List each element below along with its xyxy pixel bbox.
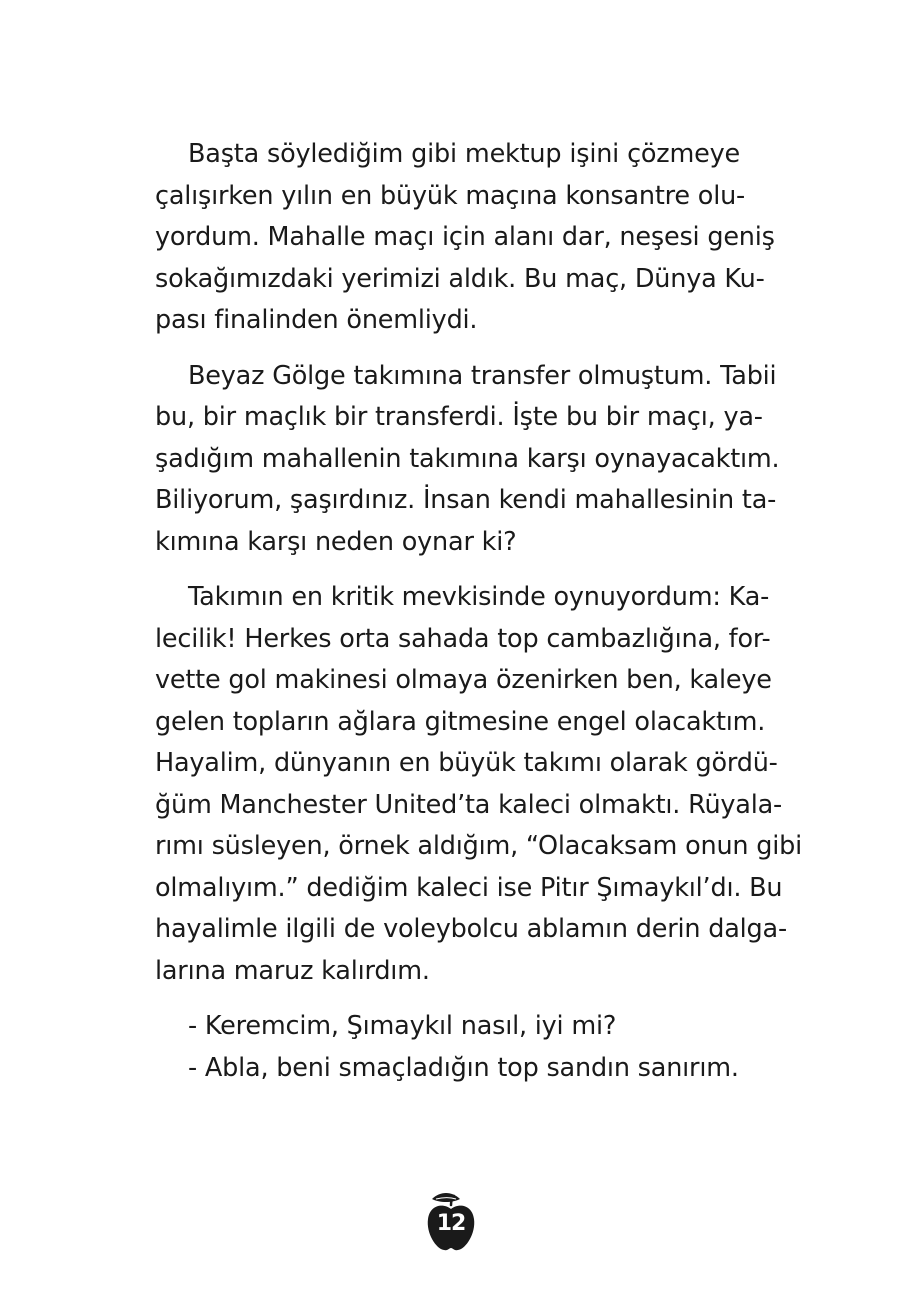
text-line: gelen topların ağlara gitmesine engel olacaktım. bbox=[155, 706, 766, 737]
dialogue-line: - Keremcim, Şımaykıl nasıl, iyi mi? bbox=[188, 1011, 617, 1041]
dialogue bbox=[155, 1006, 740, 1089]
page-number-badge bbox=[418, 1187, 484, 1257]
text-line: Takımın en kritik mevkisinde oynuyordum: Ka- bbox=[188, 582, 770, 612]
text-line: sokağımızdaki yerimizi aldık. Bu maç, Dünya Ku- bbox=[155, 263, 765, 294]
text-line: larına maruz kalırdım. bbox=[155, 955, 430, 986]
text-line: çalışırken yılın en büyük maçına konsantre olu- bbox=[155, 180, 746, 211]
paragraph-1 bbox=[155, 134, 775, 342]
text-line: lecilik! Herkes orta sahada top cambazlığına, for- bbox=[155, 623, 771, 654]
text-line: olmalıyım.” dediğim kaleci ise Pitır Şımaykıl’dı. Bu bbox=[155, 872, 783, 903]
text-line: yordum. Mahalle maçı için alanı dar, neşesi geniş bbox=[155, 222, 775, 252]
text-line: ğüm Manchester United’ta kaleci olmaktı. Rüyala- bbox=[155, 789, 783, 820]
text-line: vette gol makinesi olmaya özenirken ben, kaleye bbox=[155, 665, 772, 695]
text-line: Beyaz Gölge takımına transfer olmuştum. Tabii bbox=[188, 360, 777, 391]
text-line: pası finalinden önemliydi. bbox=[155, 305, 478, 335]
paragraph-3 bbox=[155, 577, 803, 992]
body-text bbox=[155, 134, 803, 1103]
text-line: hayalimle ilgili de voleybolcu ablamın derin dalga- bbox=[155, 914, 787, 944]
text-line: Hayalim, dünyanın en büyük takımı olarak gördü- bbox=[155, 748, 778, 778]
text-line: rımı süsleyen, örnek aldığım, “Olacaksam onun gibi bbox=[155, 831, 803, 861]
page-number: 12 bbox=[436, 1211, 466, 1236]
text-line: şadığım mahallenin takımına karşı oynayacaktım. bbox=[155, 443, 780, 474]
dialogue-line: - Abla, beni smaçladığın top sandın sanırım. bbox=[188, 1052, 739, 1083]
text-line: bu, bir maçlık bir transferdi. İşte bu bir maçı, ya- bbox=[155, 402, 763, 432]
paragraph-2 bbox=[155, 356, 780, 564]
text-line: kımına karşı neden oynar ki? bbox=[155, 526, 517, 557]
text-line: Başta söylediğim gibi mektup işini çözmeye bbox=[188, 139, 740, 169]
text-line: Biliyorum, şaşırdınız. İnsan kendi mahallesinin ta- bbox=[155, 485, 777, 515]
